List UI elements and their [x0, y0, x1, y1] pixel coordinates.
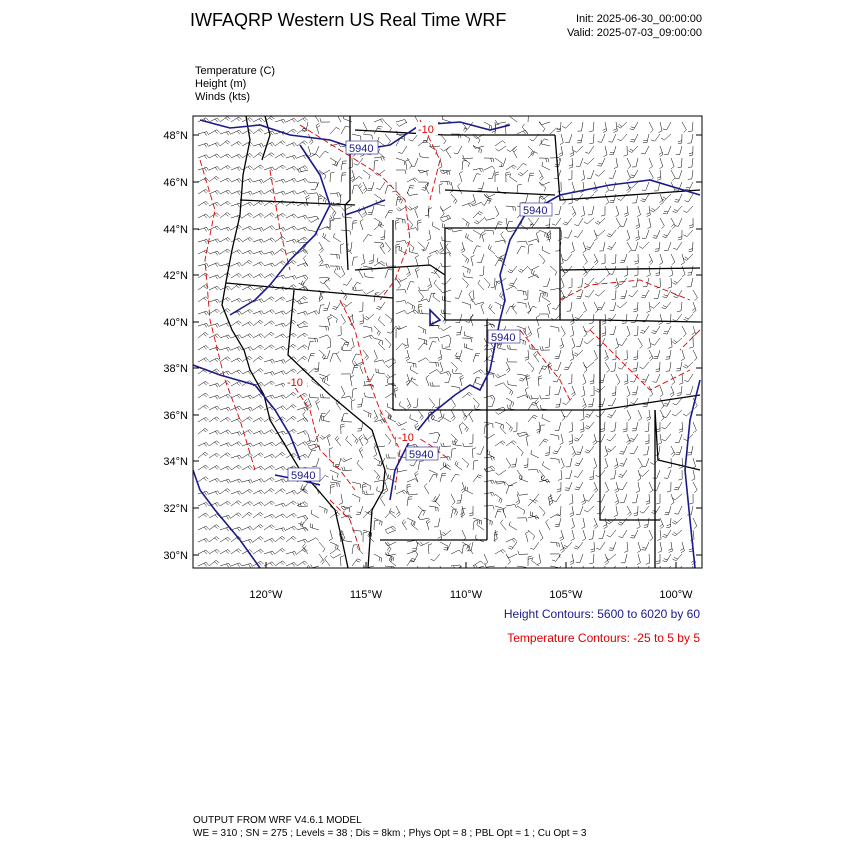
plot-title: IWFAQRP Western US Real Time WRF: [190, 10, 507, 30]
lat-tick-label: 36°N: [163, 410, 188, 422]
height-contour-label: 5940: [491, 332, 516, 344]
height-contour-label: 5940: [291, 470, 316, 482]
latitude-axis: [193, 135, 702, 555]
lat-tick-label: 48°N: [163, 130, 188, 142]
lat-tick-label: 30°N: [163, 550, 188, 562]
valid-time: Valid: 2025-07-03_09:00:00: [567, 27, 702, 39]
height-contour-label: 5940: [409, 449, 434, 461]
lat-tick-label: 32°N: [163, 503, 188, 515]
height-contour-label: 5940: [349, 143, 374, 155]
height-contour-label: 5940: [523, 205, 548, 217]
lon-tick-label: 100°W: [659, 589, 693, 601]
model-info-line2: WE = 310 ; SN = 275 ; Levels = 38 ; Dis = 8km ; Phys Opt = 8 ; PBL Opt = 1 ; Cu Opt = 3: [193, 828, 587, 839]
lat-tick-label: 40°N: [163, 317, 188, 329]
lon-tick-label: 120°W: [249, 589, 283, 601]
temperature-contour-label: -10: [398, 432, 414, 444]
longitude-labels: [249, 589, 693, 601]
temperature-contour-legend: Temperature Contours: -25 to 5 by 5: [507, 631, 700, 645]
latitude-labels: [163, 130, 188, 562]
variable-winds: Winds (kts): [195, 91, 250, 103]
lat-tick-label: 34°N: [163, 456, 188, 468]
variable-height: Height (m): [195, 78, 247, 90]
lat-tick-label: 38°N: [163, 363, 188, 375]
lon-tick-label: 110°W: [449, 589, 483, 601]
wind-barbs-layer: [198, 111, 698, 577]
wind-barb: [198, 111, 698, 577]
variable-temperature: Temperature (C): [195, 65, 276, 77]
lon-tick-label: 105°W: [549, 589, 583, 601]
model-info-line1: OUTPUT FROM WRF V4.6.1 MODEL: [193, 815, 362, 826]
height-contours: [193, 120, 700, 568]
lon-tick-label: 115°W: [349, 589, 383, 601]
temperature-contour-label: -10: [287, 377, 303, 389]
lat-tick-label: 44°N: [163, 224, 188, 236]
lat-tick-label: 42°N: [163, 270, 188, 282]
temperature-contour-label: -10: [418, 124, 434, 136]
lat-tick-label: 46°N: [163, 177, 188, 189]
height-contour-legend: Height Contours: 5600 to 6020 by 60: [503, 607, 700, 621]
init-time: Init: 2025-06-30_00:00:00: [576, 13, 702, 25]
